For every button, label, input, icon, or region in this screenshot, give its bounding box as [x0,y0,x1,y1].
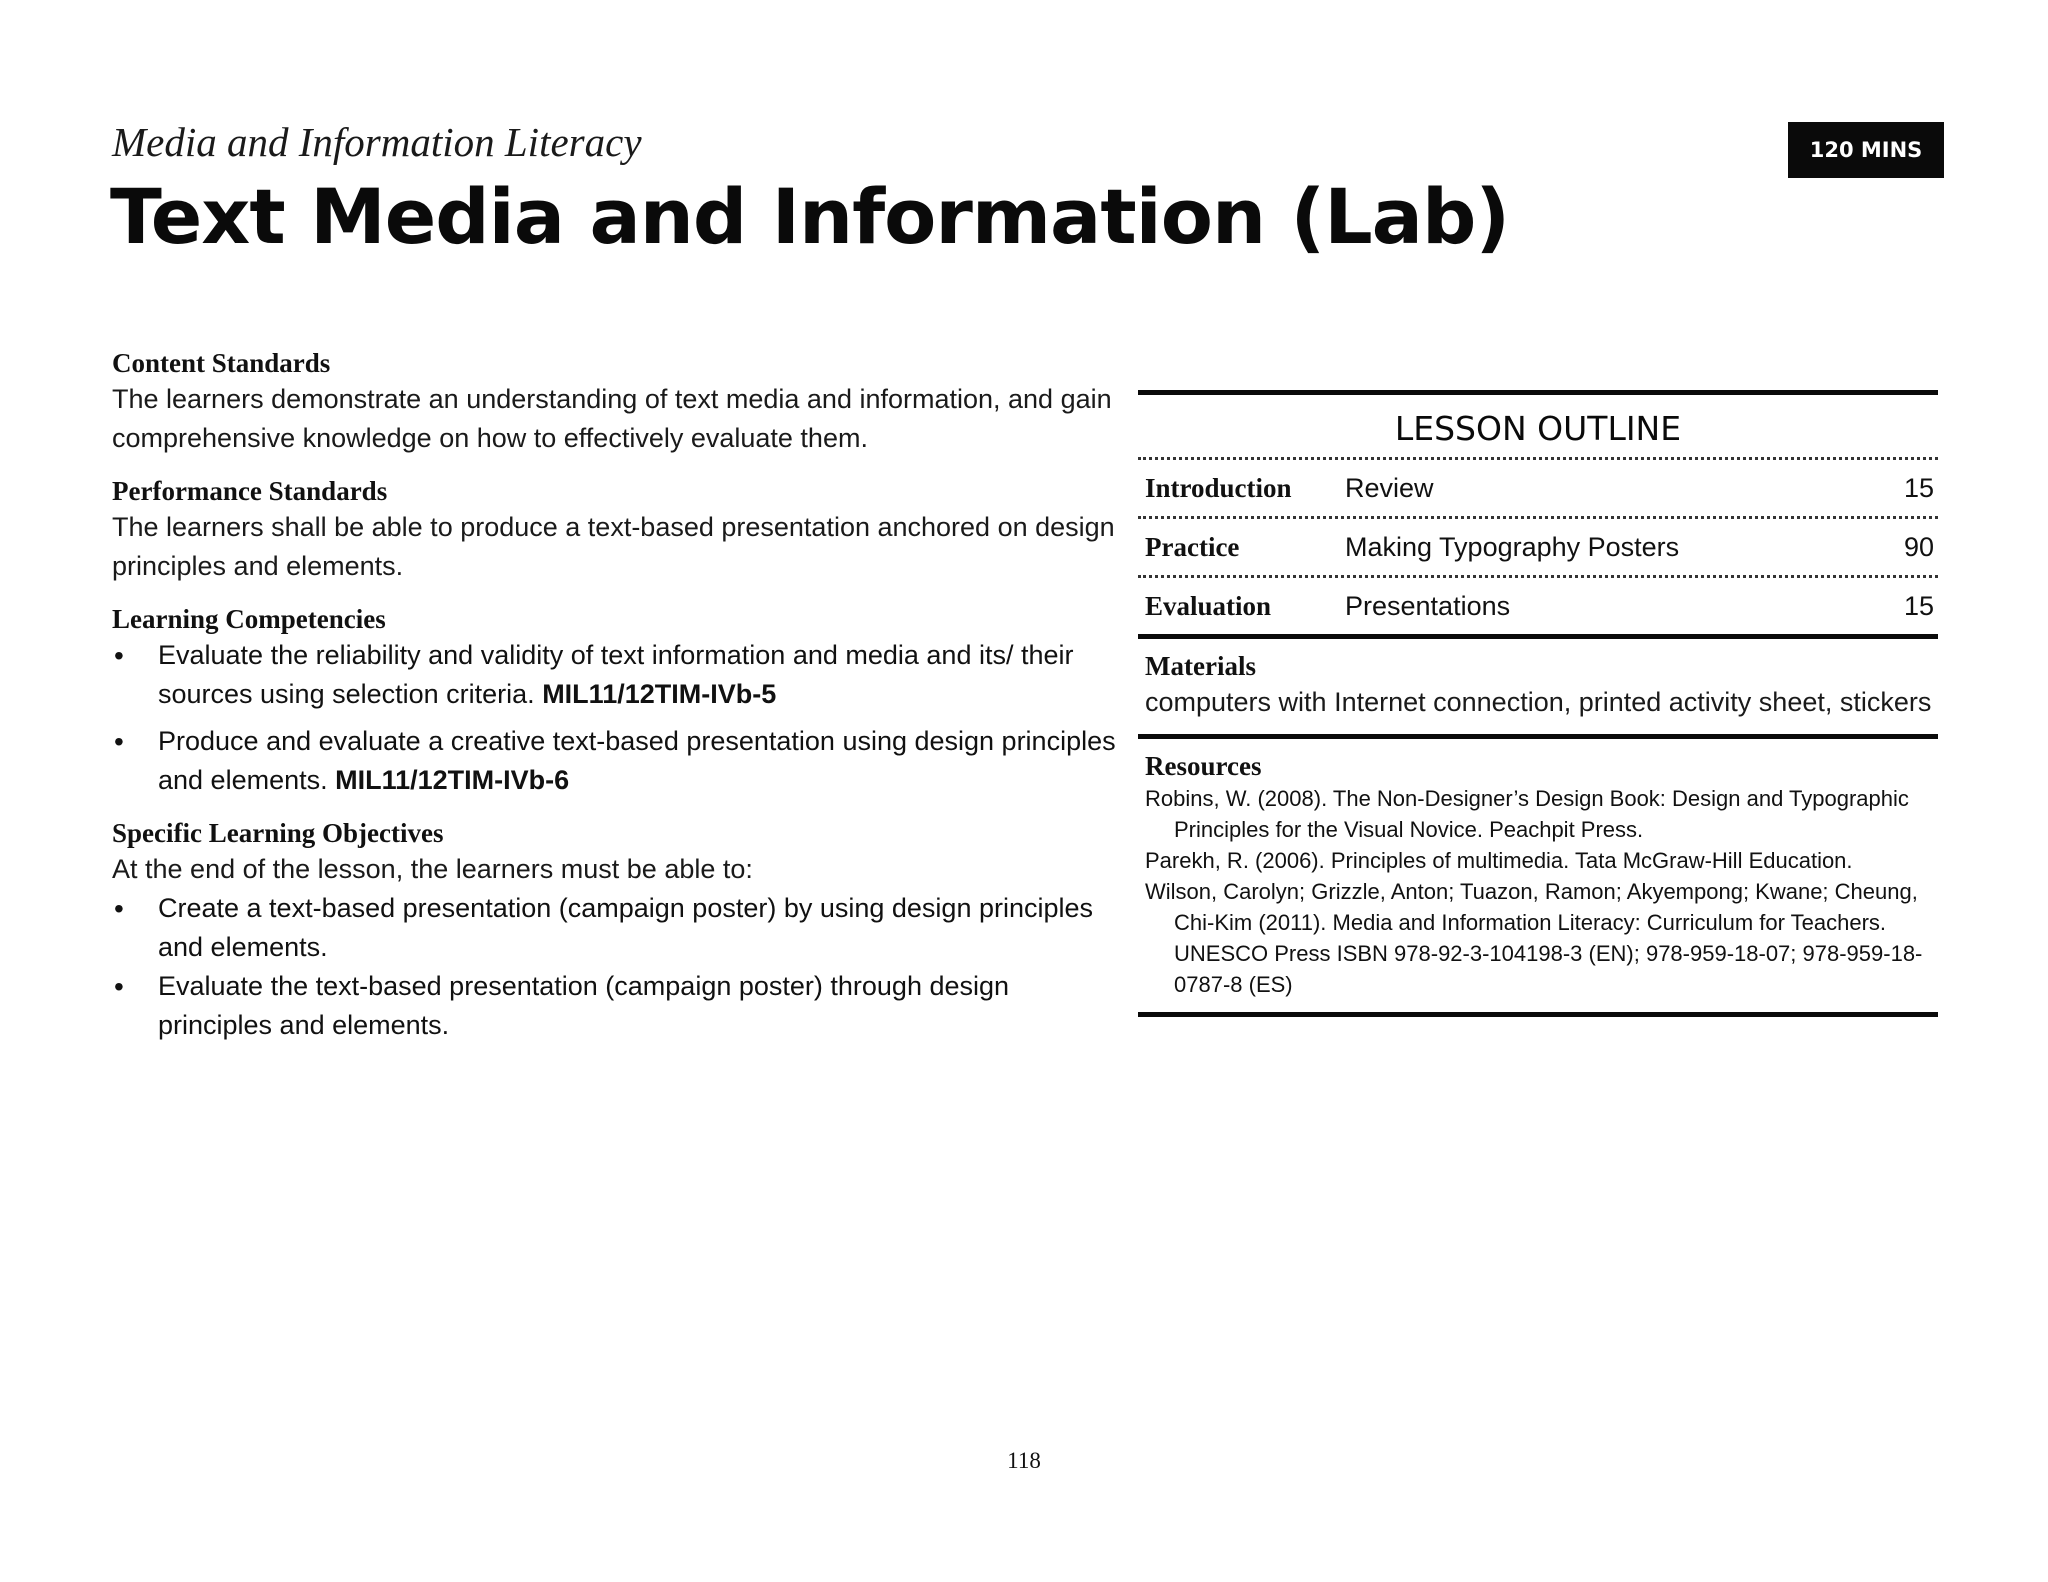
competencies-list [112,636,1122,800]
divider [1138,1012,1938,1017]
competency-text: Evaluate the reliability and validity of text information and media and its/ their sources using selection criteria. [158,640,1074,709]
learning-competencies-section [112,602,1122,800]
list-item: Wilson, Carolyn; Grizzle, Anton; Tuazon, Ramon; Akyempong; Kwane; Cheung, Chi-Kim (2011). Media and Information Literacy: Curriculum for Teachers. UNESCO Press ISBN 978-92-3-104198-3 (EN); 978-959-18-07; 978-959-18-0787-8 (ES) [1145,879,1923,997]
competency-code: MIL11/12TIM-IVb-5 [542,679,777,709]
objectives-section [112,816,1122,1045]
outline-row [1138,578,1938,634]
outline-phase: Evaluation [1145,590,1272,621]
outline-minutes: 90 [1903,531,1934,562]
outline-minutes: 15 [1903,590,1934,621]
materials-text: computers with Internet connection, printed activity sheet, stickers [1145,687,1932,717]
page-number: 118 [1007,1448,1041,1473]
content-standards-section [112,346,1122,458]
objectives-heading: Specific Learning Objectives [112,818,444,848]
list-item: • Create a text-based presentation (campaign poster) by using design principles and elements. [112,889,1122,967]
competency-text: Produce and evaluate a creative text-based presentation using design principles and elements. [158,726,1116,795]
objectives-list [112,889,1122,1045]
materials-heading: Materials [1145,651,1256,681]
content-standards-heading: Content Standards [112,348,331,378]
outline-activity: Presentations [1345,590,1511,621]
performance-standards-text: The learners shall be able to produce a text-based presentation anchored on design principles and elements. [112,512,1115,581]
resources-list [1145,783,1938,1000]
competency-code: MIL11/12TIM-IVb-6 [335,765,570,795]
resources-heading: Resources [1145,751,1262,781]
outline-row [1138,519,1938,575]
subject-label: Media and Information Literacy [112,119,642,165]
performance-standards-heading: Performance Standards [112,476,388,506]
list-item: • Evaluate the text-based presentation (campaign poster) through design principles and elements. [112,967,1122,1045]
lesson-outline-heading: LESSON OUTLINE [1394,409,1682,448]
performance-standards-section [112,474,1122,586]
outline-row [1138,460,1938,516]
page-title: Text Media and Information (Lab) [110,172,1510,261]
outline-activity: Review [1345,472,1434,503]
list-item [112,636,1122,714]
list-item: Parekh, R. (2006). Principles of multimedia. Tata McGraw-Hill Education. [1145,848,1853,873]
resources-section [1138,739,1938,1012]
outline-activity: Making Typography Posters [1345,531,1680,562]
outline-phase: Practice [1145,531,1240,562]
standards-column [112,346,1122,1061]
content-standards-text: The learners demonstrate an understanding of text media and information, and gain comprehensive knowledge on how to effectively evaluate them. [112,384,1112,453]
materials-section [1138,639,1938,734]
list-item: Robins, W. (2008). The Non-Designer’s Design Book: Design and Typographic Principles for the Visual Novice. Peachpit Press. [1145,786,1909,842]
list-item [112,722,1122,800]
duration-badge: 120 MINS [1788,122,1944,178]
learning-competencies-heading: Learning Competencies [112,604,386,634]
outline-phase: Introduction [1145,472,1292,503]
objectives-intro: At the end of the lesson, the learners must be able to: [112,854,753,884]
outline-minutes: 15 [1903,472,1934,503]
lesson-outline-panel [1138,390,1938,1017]
